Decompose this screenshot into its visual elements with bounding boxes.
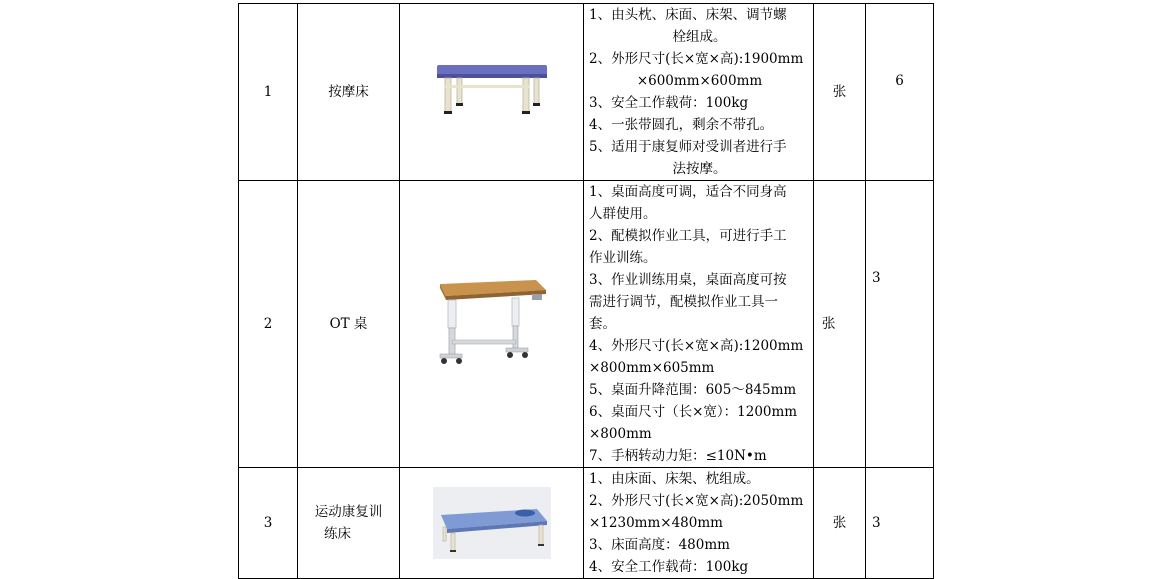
- spec-line: 3、安全工作载荷：100kg: [589, 95, 749, 111]
- spec-line: 7、手柄转动力矩：≤10N•m: [589, 448, 767, 464]
- row-number: 3: [239, 468, 298, 579]
- spec-line: 5、适用于康复师对受训者进行手: [589, 139, 787, 155]
- row-number: 2: [239, 181, 298, 468]
- item-specs: [584, 4, 814, 181]
- item-quantity: 6: [866, 4, 934, 181]
- item-image-cell: [400, 468, 584, 579]
- spec-line: ×600mm×600mm: [636, 73, 763, 89]
- spec-line: 2、外形尺寸(长×宽×高):2050mm: [589, 493, 804, 509]
- item-unit: 张: [814, 468, 866, 579]
- item-image-cell: [400, 4, 584, 181]
- spec-line: 需进行调节，配模拟作业工具一: [589, 294, 778, 310]
- table-row: [239, 4, 934, 181]
- item-name: [298, 468, 400, 579]
- table-row: [239, 181, 934, 468]
- item-specs: [584, 468, 814, 579]
- item-quantity: 3: [866, 181, 934, 468]
- spec-line: 1、由头枕、床面、床架、调节螺: [589, 7, 787, 23]
- item-name-line: 练床: [324, 526, 351, 542]
- item-name-line: 运动康复训: [314, 504, 383, 520]
- item-quantity: 3: [866, 468, 934, 579]
- spec-line: ×1230mm×480mm: [589, 515, 723, 531]
- spec-line: 4、安全工作载荷：100kg: [589, 559, 749, 575]
- row-number: 1: [239, 4, 298, 181]
- spec-line: 法按摩。: [672, 161, 727, 177]
- spec-line: 4、一张带圆孔，剩余不带孔。: [589, 117, 774, 133]
- spec-line: ×800mm×605mm: [589, 360, 715, 376]
- massage-bed-photo-icon: [433, 63, 551, 121]
- spec-line: 2、配模拟作业工具，可进行手工: [589, 228, 787, 244]
- spec-line: 作业训练。: [589, 250, 657, 266]
- spec-line: 3、床面高度：480mm: [589, 537, 730, 553]
- spec-line: ×800mm: [589, 426, 652, 442]
- item-specs: [584, 181, 814, 468]
- item-name: 按摩床: [298, 4, 400, 181]
- spec-line: 栓组成。: [672, 29, 727, 45]
- spec-line: 1、由床面、床架、枕组成。: [589, 471, 760, 487]
- rehab-training-bed-photo-icon: [433, 487, 551, 559]
- spec-line: 人群使用。: [589, 206, 657, 222]
- equipment-spec-table: [238, 3, 934, 579]
- item-name: OT 桌: [298, 181, 400, 468]
- item-unit: 张: [814, 4, 866, 181]
- spec-line: 4、外形尺寸(长×宽×高):1200mm: [589, 338, 804, 354]
- spec-line: 套。: [589, 316, 616, 332]
- spec-line: 1、桌面高度可调，适合不同身高: [589, 184, 787, 200]
- spec-line: 3、作业训练用桌，桌面高度可按: [589, 272, 787, 288]
- spec-line: 2、外形尺寸(长×宽×高):1900mm: [589, 51, 804, 67]
- table-row: [239, 468, 934, 579]
- spec-line: 6、桌面尺寸（长×宽）：1200mm: [589, 404, 798, 420]
- spec-line: 5、桌面升降范围：605～845mm: [589, 382, 797, 398]
- ot-table-photo-icon: [432, 276, 552, 372]
- item-unit: 张: [814, 181, 866, 468]
- item-image-cell: [400, 181, 584, 468]
